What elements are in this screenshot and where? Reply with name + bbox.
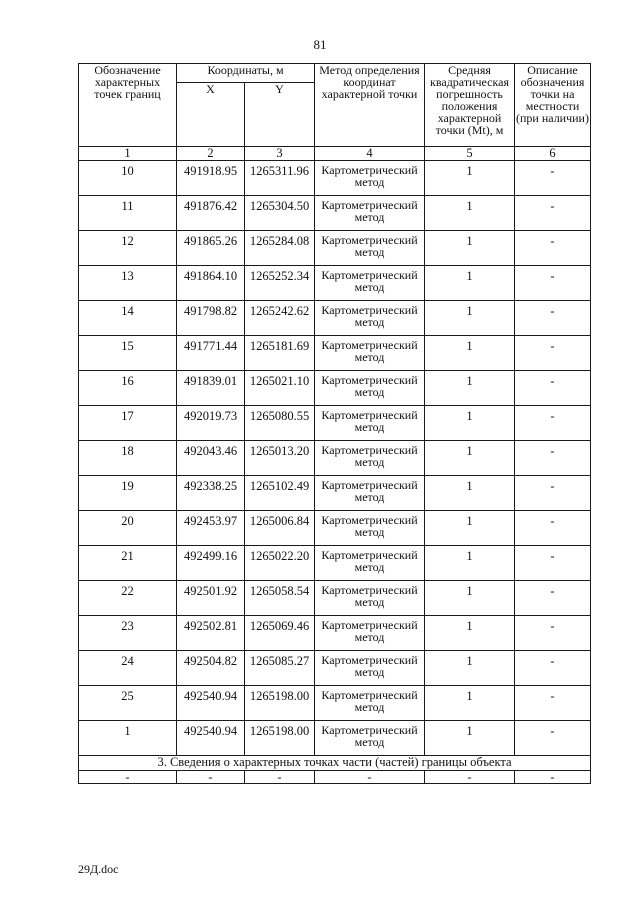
table-row [79,231,591,266]
x-cell: 492502.81 [177,616,245,651]
table-cell: - [515,771,591,784]
y-cell: 1265069.46 [245,616,315,651]
error-cell: 1 [425,371,515,406]
error-cell: 1 [425,651,515,686]
point-cell: 1 [79,721,177,756]
footer-filename: 29Д.doc [78,862,119,876]
method-cell: Картометрический метод [315,371,425,406]
table-row [79,266,591,301]
description-cell: - [515,441,591,476]
x-cell: 491864.10 [177,266,245,301]
error-cell: 1 [425,721,515,756]
column-number: 6 [515,147,591,161]
table-row [79,406,591,441]
y-cell: 1265080.55 [245,406,315,441]
point-cell: 13 [79,266,177,301]
point-cell: 24 [79,651,177,686]
x-cell: 492501.92 [177,581,245,616]
error-cell: 1 [425,196,515,231]
x-cell: 491918.95 [177,161,245,196]
section-3-data-row [79,771,591,784]
table-cell: - [79,771,177,784]
point-cell: 15 [79,336,177,371]
error-cell: 1 [425,406,515,441]
x-cell: 491876.42 [177,196,245,231]
table-row [79,196,591,231]
description-cell: - [515,511,591,546]
table-row [79,301,591,336]
description-cell: - [515,721,591,756]
error-cell: 1 [425,336,515,371]
x-cell: 492019.73 [177,406,245,441]
section-3-row [79,756,591,771]
x-cell: 492338.25 [177,476,245,511]
method-cell: Картометрический метод [315,581,425,616]
error-cell: 1 [425,686,515,721]
method-cell: Картометрический метод [315,546,425,581]
description-cell: - [515,336,591,371]
y-cell: 1265242.62 [245,301,315,336]
method-cell: Картометрический метод [315,686,425,721]
point-cell: 23 [79,616,177,651]
y-cell: 1265181.69 [245,336,315,371]
method-cell: Картометрический метод [315,441,425,476]
column-number: 4 [315,147,425,161]
table-body [79,161,591,756]
error-cell: 1 [425,581,515,616]
point-cell: 12 [79,231,177,266]
y-cell: 1265058.54 [245,581,315,616]
method-cell: Картометрический метод [315,231,425,266]
y-cell: 1265284.08 [245,231,315,266]
y-cell: 1265311.96 [245,161,315,196]
point-cell: 17 [79,406,177,441]
description-cell: - [515,581,591,616]
header-method: Метод определения координат характерной точки [315,64,425,147]
description-cell: - [515,616,591,651]
table-row [79,511,591,546]
column-number-row [79,147,591,161]
column-number: 3 [245,147,315,161]
header-x: X [177,83,245,147]
x-cell: 491798.82 [177,301,245,336]
column-number: 1 [79,147,177,161]
method-cell: Картометрический метод [315,161,425,196]
y-cell: 1265198.00 [245,721,315,756]
coordinates-table [78,63,591,784]
description-cell: - [515,266,591,301]
method-cell: Картометрический метод [315,336,425,371]
description-cell: - [515,231,591,266]
table-row [79,371,591,406]
point-cell: 22 [79,581,177,616]
method-cell: Картометрический метод [315,406,425,441]
point-cell: 14 [79,301,177,336]
x-cell: 491839.01 [177,371,245,406]
point-cell: 10 [79,161,177,196]
error-cell: 1 [425,546,515,581]
error-cell: 1 [425,161,515,196]
error-cell: 1 [425,231,515,266]
description-cell: - [515,406,591,441]
table-cell: - [425,771,515,784]
column-number: 2 [177,147,245,161]
table-row [79,616,591,651]
x-cell: 492453.97 [177,511,245,546]
method-cell: Картометрический метод [315,266,425,301]
x-cell: 491771.44 [177,336,245,371]
y-cell: 1265006.84 [245,511,315,546]
y-cell: 1265252.34 [245,266,315,301]
description-cell: - [515,371,591,406]
y-cell: 1265102.49 [245,476,315,511]
method-cell: Картометрический метод [315,301,425,336]
point-cell: 11 [79,196,177,231]
table-row [79,721,591,756]
error-cell: 1 [425,616,515,651]
header-error: Средняя квадратическая погрешность положения характерной точки (Mt), м [425,64,515,147]
description-cell: - [515,301,591,336]
y-cell: 1265013.20 [245,441,315,476]
y-cell: 1265021.10 [245,371,315,406]
x-cell: 492540.94 [177,721,245,756]
method-cell: Картометрический метод [315,651,425,686]
method-cell: Картометрический метод [315,196,425,231]
method-cell: Картометрический метод [315,476,425,511]
page-number: 81 [313,37,327,52]
point-cell: 18 [79,441,177,476]
header-description: Описание обозначения точки на местности (при наличии) [515,64,591,147]
section-3-title: 3. Сведения о характерных точках части (частей) границы объекта [79,756,591,771]
header-y: Y [245,83,315,147]
y-cell: 1265085.27 [245,651,315,686]
y-cell: 1265198.00 [245,686,315,721]
description-cell: - [515,546,591,581]
y-cell: 1265304.50 [245,196,315,231]
x-cell: 492499.16 [177,546,245,581]
table-row [79,581,591,616]
header-coordinates: Координаты, м [177,64,315,83]
table-cell: - [245,771,315,784]
method-cell: Картометрический метод [315,721,425,756]
description-cell: - [515,196,591,231]
table-row [79,651,591,686]
point-cell: 25 [79,686,177,721]
header-designation: Обозначение характерных точек границ [79,64,177,147]
error-cell: 1 [425,511,515,546]
point-cell: 21 [79,546,177,581]
table-row [79,546,591,581]
description-cell: - [515,161,591,196]
table-row [79,476,591,511]
error-cell: 1 [425,476,515,511]
description-cell: - [515,686,591,721]
description-cell: - [515,651,591,686]
y-cell: 1265022.20 [245,546,315,581]
method-cell: Картометрический метод [315,511,425,546]
x-cell: 492043.46 [177,441,245,476]
table-cell: - [177,771,245,784]
x-cell: 492504.82 [177,651,245,686]
description-cell: - [515,476,591,511]
table-row [79,336,591,371]
column-number: 5 [425,147,515,161]
error-cell: 1 [425,441,515,476]
x-cell: 492540.94 [177,686,245,721]
table-row [79,686,591,721]
table-row [79,161,591,196]
point-cell: 19 [79,476,177,511]
method-cell: Картометрический метод [315,616,425,651]
table-cell: - [315,771,425,784]
error-cell: 1 [425,266,515,301]
point-cell: 20 [79,511,177,546]
x-cell: 491865.26 [177,231,245,266]
point-cell: 16 [79,371,177,406]
error-cell: 1 [425,301,515,336]
table-row [79,441,591,476]
